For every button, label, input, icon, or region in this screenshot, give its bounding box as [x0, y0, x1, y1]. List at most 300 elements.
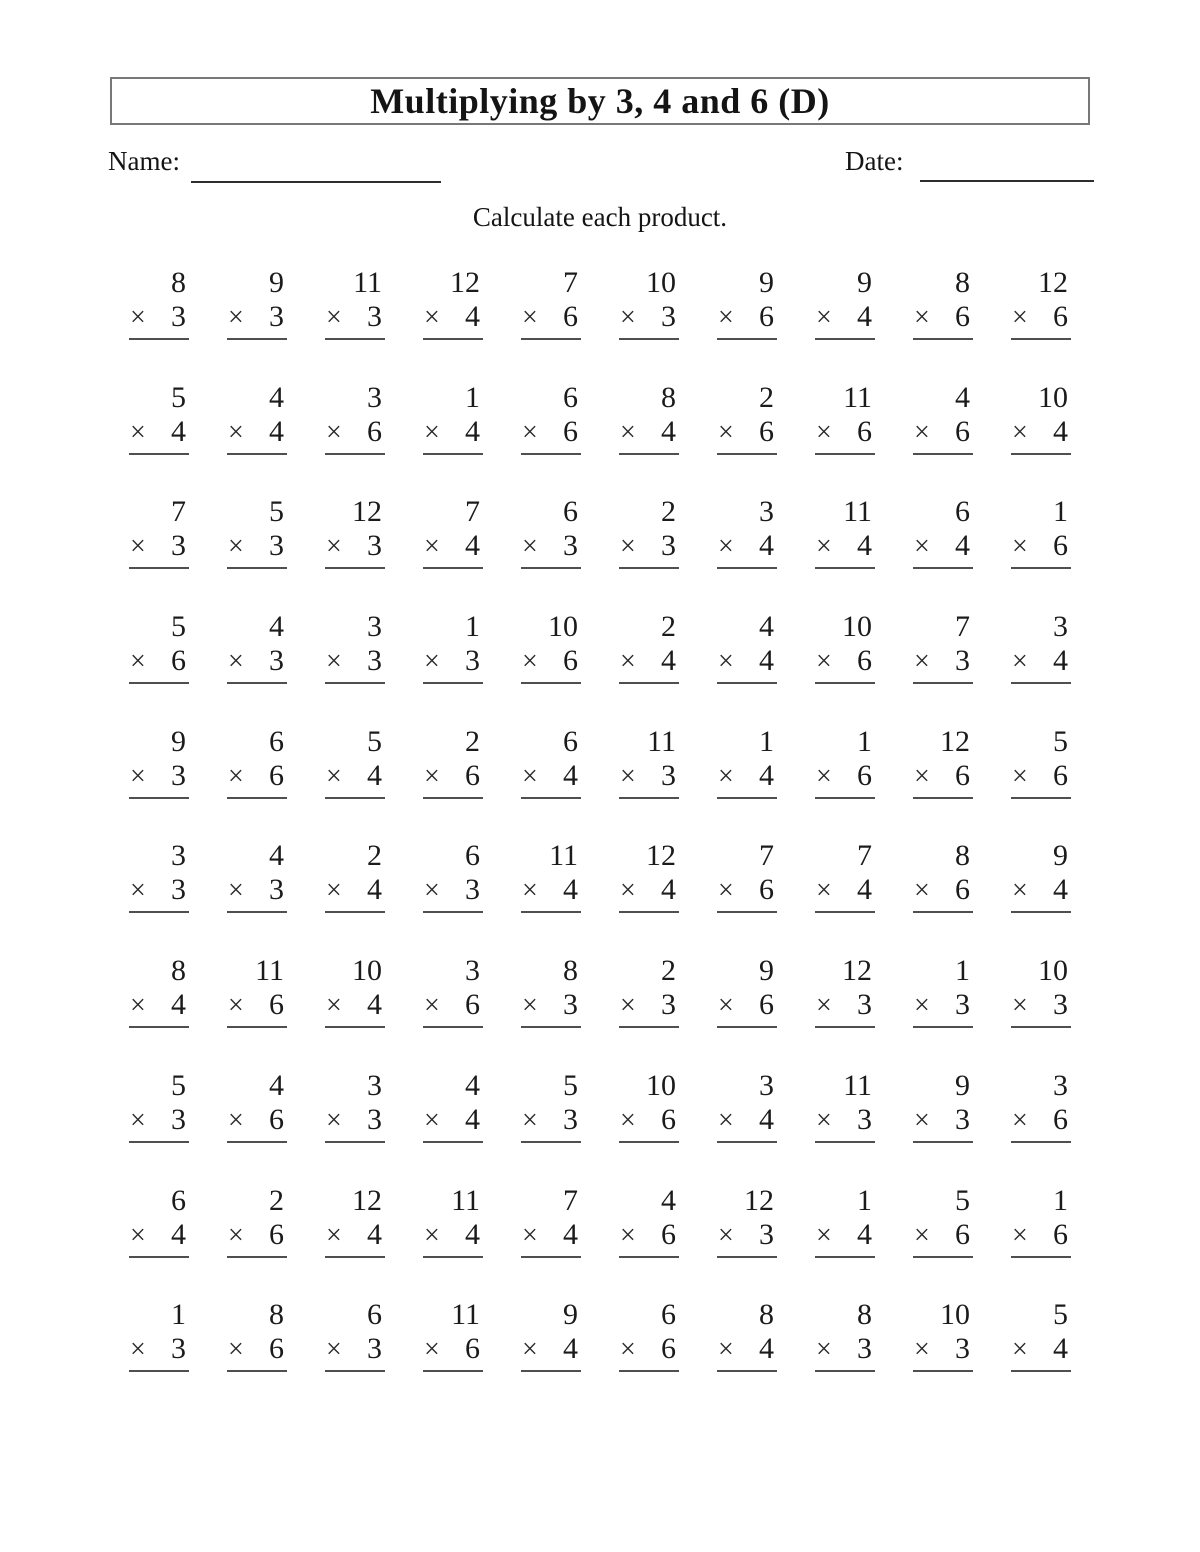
problem-cell: [992, 954, 1090, 1069]
answer-space[interactable]: [129, 1258, 189, 1294]
multiplicand: 1: [171, 1298, 186, 1332]
multiplier: 6: [1053, 529, 1068, 563]
times-icon: ×: [816, 1104, 832, 1136]
answer-space[interactable]: [325, 340, 385, 376]
multiplicand: 11: [549, 839, 578, 873]
answer-space[interactable]: [1011, 1143, 1071, 1179]
times-icon: ×: [522, 531, 538, 563]
times-icon: ×: [718, 416, 734, 448]
multiplicand: 3: [171, 839, 186, 873]
answer-space[interactable]: [913, 1028, 973, 1064]
times-icon: ×: [620, 1219, 636, 1251]
problem-cell: [796, 266, 894, 381]
problem-cell: [600, 839, 698, 954]
multiplier: 6: [269, 1332, 284, 1366]
answer-space[interactable]: [815, 1143, 875, 1179]
times-icon: ×: [620, 990, 636, 1022]
answer-space[interactable]: [325, 455, 385, 491]
times-icon: ×: [326, 875, 342, 907]
multiplier: 3: [955, 988, 970, 1022]
answer-space[interactable]: [815, 799, 875, 835]
multiplier: 4: [269, 414, 284, 448]
answer-space[interactable]: [1011, 684, 1071, 720]
answer-space[interactable]: [815, 455, 875, 491]
times-icon: ×: [424, 875, 440, 907]
times-icon: ×: [718, 1104, 734, 1136]
answer-space[interactable]: [227, 340, 287, 376]
multiplicand: 9: [269, 266, 284, 299]
name-input-line[interactable]: [191, 181, 441, 183]
answer-space[interactable]: [423, 1372, 483, 1408]
answer-space[interactable]: [717, 1258, 777, 1294]
times-icon: ×: [228, 760, 244, 792]
multiplier: 6: [563, 644, 578, 678]
multiplier: 6: [465, 1332, 480, 1366]
multiplicand: 7: [563, 1183, 578, 1217]
answer-space[interactable]: [1011, 569, 1071, 605]
instruction-text: Calculate each product.: [472, 202, 728, 232]
answer-space[interactable]: [619, 799, 679, 835]
answer-space[interactable]: [619, 1028, 679, 1064]
multiplicand: 7: [857, 839, 872, 873]
multiplier: 6: [1053, 1217, 1068, 1251]
multiplicand: 8: [955, 266, 970, 299]
multiplier: 6: [955, 1217, 970, 1251]
answer-space[interactable]: [325, 913, 385, 949]
multiplicand: 9: [759, 266, 774, 299]
multiplier: 6: [661, 1217, 676, 1251]
multiplicand: 5: [171, 380, 186, 414]
problem-cell: [208, 381, 306, 496]
multiplier: 3: [367, 529, 382, 563]
answer-space[interactable]: [913, 340, 973, 376]
problem-cell: [992, 381, 1090, 496]
multiplicand: 7: [563, 266, 578, 299]
problem-cell: [796, 725, 894, 840]
problem-cell: [306, 1184, 404, 1299]
times-icon: ×: [130, 760, 146, 792]
problem-cell: [796, 381, 894, 496]
problem-cell: [600, 266, 698, 381]
problem-cell: [894, 954, 992, 1069]
problem-cell: [110, 954, 208, 1069]
multiplier: 4: [563, 758, 578, 792]
answer-space[interactable]: [1011, 1372, 1071, 1408]
answer-space[interactable]: [521, 569, 581, 605]
answer-space[interactable]: [1011, 799, 1071, 835]
multiplier: 3: [171, 300, 186, 333]
problem-cell: [502, 1184, 600, 1299]
problem-cell: [502, 266, 600, 381]
problem-cell: [404, 954, 502, 1069]
multiplicand: 4: [465, 1068, 480, 1102]
times-icon: ×: [914, 1334, 930, 1366]
problem-cell: [404, 1298, 502, 1413]
answer-space[interactable]: [815, 569, 875, 605]
answer-space[interactable]: [325, 684, 385, 720]
answer-space[interactable]: [521, 684, 581, 720]
problem-cell: [698, 954, 796, 1069]
multiplicand: 2: [367, 839, 382, 873]
answer-space[interactable]: [717, 1143, 777, 1179]
answer-space[interactable]: [227, 1372, 287, 1408]
answer-space[interactable]: [1011, 1258, 1071, 1294]
problem-cell: [796, 610, 894, 725]
times-icon: ×: [228, 646, 244, 678]
multiplicand: 2: [661, 610, 676, 644]
times-icon: ×: [130, 531, 146, 563]
answer-space[interactable]: [129, 1143, 189, 1179]
answer-space[interactable]: [815, 1372, 875, 1408]
multiplier: 6: [269, 1217, 284, 1251]
multiplier: 3: [563, 1102, 578, 1136]
answer-space[interactable]: [1011, 455, 1071, 491]
answer-space[interactable]: [325, 1372, 385, 1408]
multiplicand: 10: [842, 610, 872, 644]
multiplicand: 11: [451, 1298, 480, 1332]
multiplicand: 8: [269, 1298, 284, 1332]
answer-space[interactable]: [913, 569, 973, 605]
multiplicand: 5: [171, 610, 186, 644]
multiplier: 6: [955, 300, 970, 333]
multiplier: 4: [563, 873, 578, 907]
times-icon: ×: [620, 302, 636, 333]
multiplicand: 11: [843, 1068, 872, 1102]
multiplicand: 1: [857, 1183, 872, 1217]
date-input-line[interactable]: [920, 180, 1094, 182]
answer-space[interactable]: [913, 913, 973, 949]
answer-space[interactable]: [717, 1372, 777, 1408]
answer-space[interactable]: [227, 569, 287, 605]
times-icon: ×: [718, 302, 734, 333]
multiplicand: 4: [269, 1068, 284, 1102]
answer-space[interactable]: [423, 913, 483, 949]
problem-cell: [208, 1298, 306, 1413]
multiplier: 3: [759, 1217, 774, 1251]
multiplicand: 8: [563, 954, 578, 988]
problem-cell: [894, 495, 992, 610]
multiplicand: 6: [563, 380, 578, 414]
multiplier: 3: [661, 529, 676, 563]
answer-space[interactable]: [227, 1028, 287, 1064]
answer-space[interactable]: [619, 1258, 679, 1294]
times-icon: ×: [130, 1104, 146, 1136]
multiplicand: 3: [1053, 1068, 1068, 1102]
problem-cell: [208, 495, 306, 610]
times-icon: ×: [130, 990, 146, 1022]
multiplicand: 10: [940, 1298, 970, 1332]
multiplicand: 10: [548, 610, 578, 644]
answer-space[interactable]: [521, 799, 581, 835]
multiplicand: 9: [955, 1068, 970, 1102]
problem-cell: [306, 954, 404, 1069]
multiplier: 3: [857, 988, 872, 1022]
multiplicand: 6: [563, 724, 578, 758]
answer-space[interactable]: [815, 340, 875, 376]
answer-space[interactable]: [913, 1258, 973, 1294]
times-icon: ×: [816, 1334, 832, 1366]
multiplier: 6: [269, 1102, 284, 1136]
answer-space[interactable]: [423, 799, 483, 835]
multiplier: 6: [857, 758, 872, 792]
multiplier: 4: [367, 988, 382, 1022]
multiplicand: 3: [1053, 610, 1068, 644]
multiplicand: 9: [1053, 839, 1068, 873]
problem-cell: [698, 495, 796, 610]
times-icon: ×: [326, 760, 342, 792]
multiplier: 3: [171, 758, 186, 792]
answer-space[interactable]: [227, 684, 287, 720]
problem-cell: [992, 266, 1090, 381]
answer-space[interactable]: [717, 340, 777, 376]
problem-cell: [796, 1184, 894, 1299]
answer-space[interactable]: [129, 569, 189, 605]
answer-space[interactable]: [1011, 340, 1071, 376]
times-icon: ×: [326, 531, 342, 563]
multiplier: 4: [759, 529, 774, 563]
problem-grid: [110, 266, 1090, 1413]
times-icon: ×: [620, 416, 636, 448]
problem-cell: [698, 725, 796, 840]
times-icon: ×: [718, 760, 734, 792]
problem-cell: [600, 1184, 698, 1299]
answer-space[interactable]: [423, 684, 483, 720]
problem-cell: [894, 266, 992, 381]
answer-space[interactable]: [521, 913, 581, 949]
times-icon: ×: [424, 1334, 440, 1366]
answer-space[interactable]: [619, 913, 679, 949]
multiplier: 6: [759, 414, 774, 448]
times-icon: ×: [228, 416, 244, 448]
multiplicand: 2: [465, 724, 480, 758]
times-icon: ×: [1012, 760, 1028, 792]
times-icon: ×: [326, 646, 342, 678]
answer-space[interactable]: [423, 569, 483, 605]
answer-space[interactable]: [717, 799, 777, 835]
problem-cell: [796, 1298, 894, 1413]
problem-cell: [208, 1069, 306, 1184]
multiplier: 4: [465, 414, 480, 448]
answer-space[interactable]: [227, 799, 287, 835]
answer-space[interactable]: [325, 1028, 385, 1064]
multiplier: 6: [1053, 300, 1068, 333]
problem-cell: [404, 839, 502, 954]
multiplicand: 5: [955, 1183, 970, 1217]
multiplier: 4: [857, 300, 872, 333]
multiplier: 6: [563, 300, 578, 333]
times-icon: ×: [914, 760, 930, 792]
multiplier: 4: [465, 529, 480, 563]
multiplier: 3: [857, 1102, 872, 1136]
multiplier: 4: [465, 1217, 480, 1251]
answer-space[interactable]: [227, 913, 287, 949]
times-icon: ×: [130, 1219, 146, 1251]
answer-space[interactable]: [521, 1258, 581, 1294]
problem-cell: [894, 725, 992, 840]
answer-space[interactable]: [325, 1143, 385, 1179]
answer-space[interactable]: [1011, 1028, 1071, 1064]
multiplier: 6: [171, 644, 186, 678]
problem-cell: [306, 495, 404, 610]
answer-space[interactable]: [815, 1258, 875, 1294]
multiplier: 6: [661, 1332, 676, 1366]
answer-space[interactable]: [717, 1028, 777, 1064]
times-icon: ×: [424, 302, 440, 333]
problem-cell: [600, 954, 698, 1069]
problem-cell: [306, 610, 404, 725]
answer-space[interactable]: [913, 684, 973, 720]
multiplier: 3: [563, 529, 578, 563]
multiplicand: 11: [255, 954, 284, 988]
times-icon: ×: [620, 875, 636, 907]
problem-cell: [600, 495, 698, 610]
times-icon: ×: [816, 990, 832, 1022]
times-icon: ×: [424, 760, 440, 792]
multiplier: 4: [661, 644, 676, 678]
multiplicand: 8: [759, 1298, 774, 1332]
answer-space[interactable]: [619, 1143, 679, 1179]
multiplier: 4: [1053, 644, 1068, 678]
problem-cell: [894, 1298, 992, 1413]
multiplicand: 4: [269, 380, 284, 414]
multiplicand: 7: [465, 495, 480, 529]
multiplicand: 3: [367, 610, 382, 644]
multiplier: 4: [1053, 1332, 1068, 1366]
multiplicand: 6: [955, 495, 970, 529]
problem-cell: [600, 381, 698, 496]
multiplicand: 11: [843, 380, 872, 414]
multiplier: 4: [857, 1217, 872, 1251]
multiplicand: 7: [171, 495, 186, 529]
multiplicand: 9: [857, 266, 872, 299]
multiplier: 3: [367, 1332, 382, 1366]
answer-space[interactable]: [129, 455, 189, 491]
times-icon: ×: [1012, 990, 1028, 1022]
multiplier: 6: [465, 988, 480, 1022]
multiplicand: 8: [955, 839, 970, 873]
answer-space[interactable]: [129, 799, 189, 835]
answer-space[interactable]: [521, 1143, 581, 1179]
answer-space[interactable]: [619, 455, 679, 491]
multiplier: 6: [955, 758, 970, 792]
times-icon: ×: [522, 646, 538, 678]
multiplier: 6: [1053, 1102, 1068, 1136]
answer-space[interactable]: [619, 684, 679, 720]
problem-cell: [404, 610, 502, 725]
answer-space[interactable]: [619, 340, 679, 376]
multiplicand: 3: [759, 495, 774, 529]
problem-cell: [404, 381, 502, 496]
answer-space[interactable]: [227, 1143, 287, 1179]
answer-space[interactable]: [717, 455, 777, 491]
answer-space[interactable]: [129, 684, 189, 720]
multiplicand: 9: [171, 724, 186, 758]
multiplicand: 6: [661, 1298, 676, 1332]
times-icon: ×: [522, 760, 538, 792]
problem-cell: [894, 381, 992, 496]
multiplier: 6: [759, 300, 774, 333]
answer-space[interactable]: [521, 1372, 581, 1408]
answer-space[interactable]: [423, 1143, 483, 1179]
answer-space[interactable]: [423, 1258, 483, 1294]
answer-space[interactable]: [325, 799, 385, 835]
answer-space[interactable]: [423, 1028, 483, 1064]
times-icon: ×: [914, 416, 930, 448]
problem-cell: [698, 1069, 796, 1184]
problem-cell: [110, 266, 208, 381]
answer-space[interactable]: [815, 1028, 875, 1064]
answer-space[interactable]: [619, 1372, 679, 1408]
answer-space[interactable]: [423, 455, 483, 491]
multiplier: 4: [857, 529, 872, 563]
answer-space[interactable]: [1011, 913, 1071, 949]
multiplier: 4: [759, 1332, 774, 1366]
answer-space[interactable]: [129, 1372, 189, 1408]
times-icon: ×: [914, 302, 930, 333]
problem-cell: [796, 839, 894, 954]
multiplicand: 2: [661, 495, 676, 529]
multiplier: 6: [661, 1102, 676, 1136]
answer-space[interactable]: [521, 1028, 581, 1064]
multiplier: 3: [465, 644, 480, 678]
problem-cell: [110, 1184, 208, 1299]
answer-space[interactable]: [717, 569, 777, 605]
times-icon: ×: [228, 875, 244, 907]
multiplicand: 4: [269, 839, 284, 873]
answer-space[interactable]: [815, 684, 875, 720]
multiplier: 3: [563, 988, 578, 1022]
answer-space[interactable]: [129, 913, 189, 949]
answer-space[interactable]: [815, 913, 875, 949]
answer-space[interactable]: [129, 340, 189, 376]
answer-space[interactable]: [717, 684, 777, 720]
answer-space[interactable]: [913, 455, 973, 491]
answer-space[interactable]: [913, 799, 973, 835]
problem-cell: [502, 1069, 600, 1184]
answer-space[interactable]: [227, 1258, 287, 1294]
answer-space[interactable]: [227, 455, 287, 491]
answer-space[interactable]: [913, 1372, 973, 1408]
answer-space[interactable]: [521, 340, 581, 376]
answer-space[interactable]: [913, 1143, 973, 1179]
times-icon: ×: [228, 302, 244, 333]
multiplier: 4: [367, 758, 382, 792]
multiplier: 4: [465, 300, 480, 333]
multiplicand: 1: [759, 724, 774, 758]
times-icon: ×: [326, 1104, 342, 1136]
answer-space[interactable]: [423, 340, 483, 376]
times-icon: ×: [816, 875, 832, 907]
times-icon: ×: [816, 1219, 832, 1251]
answer-space[interactable]: [325, 1258, 385, 1294]
multiplicand: 5: [269, 495, 284, 529]
answer-space[interactable]: [325, 569, 385, 605]
answer-space[interactable]: [619, 569, 679, 605]
times-icon: ×: [718, 875, 734, 907]
times-icon: ×: [228, 990, 244, 1022]
multiplier: 3: [367, 1102, 382, 1136]
multiplicand: 7: [955, 610, 970, 644]
multiplicand: 7: [759, 839, 774, 873]
problem-cell: [698, 381, 796, 496]
times-icon: ×: [326, 1334, 342, 1366]
answer-space[interactable]: [717, 913, 777, 949]
multiplier: 3: [171, 529, 186, 563]
problem-cell: [404, 1184, 502, 1299]
answer-space[interactable]: [129, 1028, 189, 1064]
answer-space[interactable]: [521, 455, 581, 491]
problem-cell: [306, 839, 404, 954]
